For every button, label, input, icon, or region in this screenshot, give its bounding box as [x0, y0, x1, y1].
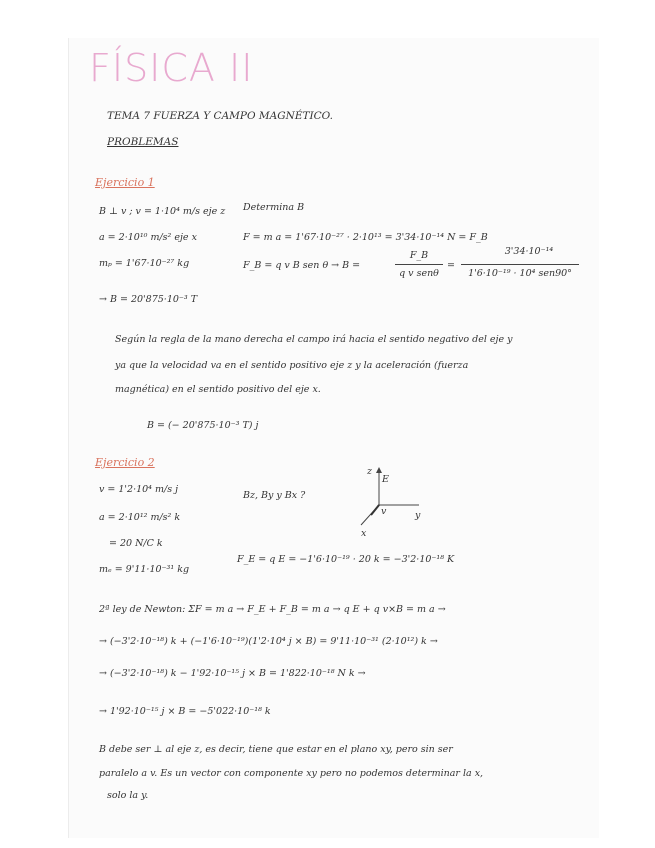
equals-sign: =	[447, 260, 455, 271]
ex1-result: → B = 20'875·10⁻³ T	[99, 294, 198, 305]
fraction-bar	[461, 264, 579, 265]
ex1-frac2-den: 1'6·10⁻¹⁹ · 10⁴ sen90°	[468, 268, 572, 279]
ex2-step-3: → 1'92·10⁻¹⁵ j × B = −5'022·10⁻¹⁸ k	[99, 706, 271, 717]
ex2-conclusion-2: paralelo a v. Es un vector con componente xy pero no podemos determinar la x,	[99, 768, 484, 779]
ex2-newton-law: 2ª ley de Newton: ΣF = m a → F_E + F_B = m a → q E + q v×B = m a →	[99, 604, 446, 615]
ex1-given-2: a = 2·10¹⁰ m/s² eje x	[99, 232, 197, 243]
ex2-question: Bz, By y Bx ?	[243, 490, 306, 501]
ex1-frac2-num: 3'34·10⁻¹⁴	[504, 246, 554, 257]
axis-z-label: z	[367, 466, 373, 477]
section-heading: PROBLEMAS	[107, 136, 179, 148]
axis-e-label: E	[382, 474, 389, 485]
fraction-bar	[395, 264, 443, 265]
exercise-2-heading: Ejercicio 2	[95, 456, 155, 469]
ex2-given-1: v = 1'2·10⁴ m/s j	[99, 484, 179, 495]
ex1-force-eq: F = m a = 1'67·10⁻²⁷ · 2·10¹³ = 3'34·10⁻¹⁴ N = F_B	[243, 232, 488, 243]
ex1-frac1-den: q v senθ	[399, 268, 439, 279]
ex2-step-2: → (−3'2·10⁻¹⁸) k − 1'92·10⁻¹⁵ j × B = 1'822·10⁻¹⁸ N k →	[99, 668, 366, 679]
ex1-explanation-1: Según la regla de la mano derecha el campo irá hacia el sentido negativo del eje y	[115, 334, 513, 345]
ex1-given-3: mₚ = 1'67·10⁻²⁷ kg	[99, 258, 190, 269]
ex1-frac1-num: F_B	[409, 250, 429, 261]
ex2-given-2: a = 2·10¹² m/s² k	[99, 512, 181, 523]
notebook-page	[68, 38, 599, 838]
axis-x-label: x	[361, 528, 367, 539]
axis-v-label: v	[381, 506, 387, 517]
ex1-explanation-2: ya que la velocidad va en el sentido positivo eje z y la aceleración (fuerza	[115, 360, 469, 371]
ex2-conclusion-3: solo la y.	[107, 790, 149, 801]
ex1-explanation-3: magnética) en el sentido positivo del eje x.	[115, 384, 321, 395]
ex2-given-3: = 20 N/C k	[109, 538, 163, 549]
axis-y-label: y	[415, 510, 421, 521]
topic-heading: TEMA 7 FUERZA Y CAMPO MAGNÉTICO.	[107, 110, 334, 122]
ex1-vector-result: B = (− 20'875·10⁻³ T) j	[147, 420, 259, 431]
ex2-step-1: → (−3'2·10⁻¹⁸) k + (−1'6·10⁻¹⁹)(1'2·10⁴ j × B) = 9'11·10⁻³¹ (2·10¹²) k →	[99, 636, 438, 647]
exercise-1-heading: Ejercicio 1	[95, 176, 155, 189]
ex1-given-1: B ⊥ v ; v = 1·10⁴ m/s eje z	[99, 206, 226, 217]
page-title: FÍSICA II	[89, 46, 254, 90]
ex2-electric-force: F_E = q E = −1'6·10⁻¹⁹ · 20 k = −3'2·10⁻¹⁸ K	[237, 554, 455, 565]
ex2-conclusion-1: B debe ser ⊥ al eje z, es decir, tiene que estar en el plano xy, pero sin ser	[99, 744, 453, 755]
ex1-determine: Determina B	[243, 202, 305, 213]
ex1-field-eq: F_B = q v B sen θ → B =	[243, 260, 361, 271]
ex2-given-4: mₑ = 9'11·10⁻³¹ kg	[99, 564, 190, 575]
